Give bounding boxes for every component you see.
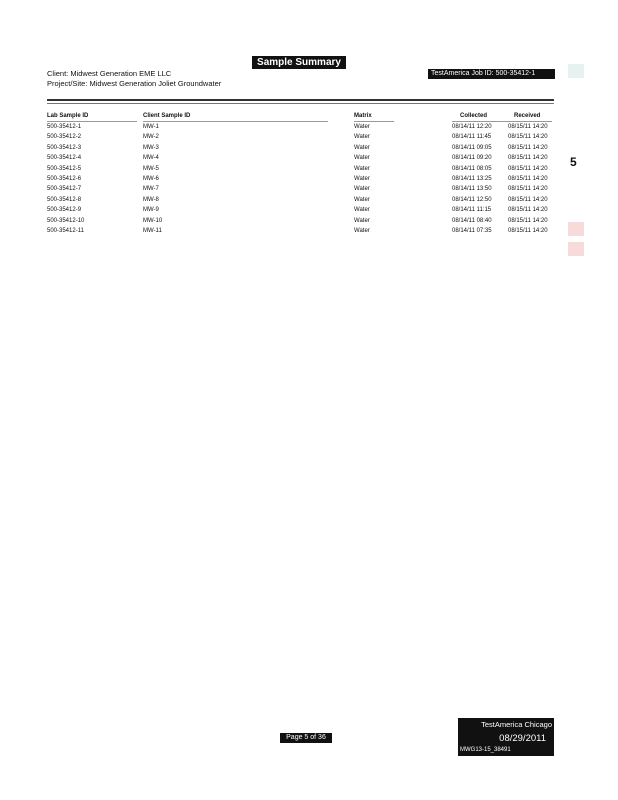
table-row [0,205,618,215]
collected-cell: 08/14/11 07:35 [452,228,492,234]
collected-cell: 08/14/11 12:20 [452,124,492,130]
table-row [0,143,618,153]
collected-cell: 08/14/11 13:50 [452,186,492,193]
received-cell: 08/15/11 14:20 [508,144,548,151]
job-id-badge: TestAmerica Job ID: 500-35412-1 [428,69,555,79]
collected-cell: 08/14/11 11:15 [452,207,492,214]
lab-sample-id-cell: 500-35412-3 [47,144,82,151]
table-row [0,184,618,194]
lab-sample-id-cell: 500-35412-10 [47,217,85,224]
received-cell: 08/15/11 14:20 [508,124,548,130]
col-header-matrix: Matrix [354,113,372,119]
collected-cell: 08/14/11 08:40 [452,217,492,224]
client-sample-id-cell: MW-10 [143,217,163,224]
lab-sample-id-cell: 500-35412-8 [47,196,82,203]
table-row [0,195,618,205]
lab-sample-id-cell: 500-35412-7 [47,186,82,193]
table-row [0,174,618,184]
lab-name: TestAmerica Chicago [481,720,552,729]
client-sample-id-cell: MW-9 [143,207,159,214]
lab-sample-id-cell: 500-35412-5 [47,165,82,172]
matrix-cell: Water [354,186,370,193]
client-sample-id-cell: MW-6 [143,176,159,182]
table-row [0,153,618,163]
matrix-cell: Water [354,207,370,214]
client-sample-id-cell: MW-1 [143,124,159,130]
sample-table-body [0,122,618,242]
received-cell: 08/15/11 14:20 [508,134,548,141]
project-site-line: Project/Site: Midwest Generation Joliet Groundwater [47,79,222,88]
matrix-cell: Water [354,155,370,162]
col-header-received: Received [514,113,541,119]
section-tab-marker [568,242,584,256]
lab-sample-id-cell: 500-35412-1 [47,124,82,130]
matrix-cell: Water [354,165,370,172]
matrix-cell: Water [354,196,370,203]
client-line: Client: Midwest Generation EME LLC [47,69,172,78]
received-cell: 08/15/11 14:20 [508,217,548,224]
col-header-client-sample-id: Client Sample ID [143,113,191,119]
lab-sample-id-cell: 500-35412-6 [47,176,82,182]
matrix-cell: Water [354,228,370,234]
received-cell: 08/15/11 14:20 [508,155,548,162]
lab-sample-id-cell: 500-35412-9 [47,207,82,214]
page-number: Page 5 of 36 [280,733,332,743]
lab-sample-id-cell: 500-35412-2 [47,134,82,141]
page-title: Sample Summary [252,56,346,69]
report-date: 08/29/2011 [499,733,546,744]
table-row [0,216,618,226]
collected-cell: 08/14/11 08:05 [452,165,492,172]
received-cell: 08/15/11 14:20 [508,228,548,234]
collected-cell: 08/14/11 09:05 [452,144,492,151]
section-number: 5 [570,155,577,169]
matrix-cell: Water [354,144,370,151]
lab-sample-id-cell: 500-35412-4 [47,155,82,162]
matrix-cell: Water [354,176,370,182]
section-tab-marker [568,222,584,236]
collected-cell: 08/14/11 09:20 [452,155,492,162]
client-sample-id-cell: MW-5 [143,165,159,172]
matrix-cell: Water [354,134,370,141]
received-cell: 08/15/11 14:20 [508,196,548,203]
table-row [0,164,618,174]
client-sample-id-cell: MW-7 [143,186,159,193]
client-sample-id-cell: MW-3 [143,144,159,151]
section-tab-marker [568,64,584,78]
col-header-lab-sample-id: Lab Sample ID [47,113,89,119]
footer-stamp [458,718,554,756]
table-row [0,226,618,236]
received-cell: 08/15/11 14:20 [508,186,548,193]
client-sample-id-cell: MW-11 [143,228,162,234]
table-row [0,122,618,132]
received-cell: 08/15/11 14:20 [508,176,548,182]
matrix-cell: Water [354,124,370,130]
client-sample-id-cell: MW-8 [143,196,159,203]
table-row [0,132,618,142]
lab-sample-id-cell: 500-35412-11 [47,228,84,234]
collected-cell: 08/14/11 13:25 [452,176,492,182]
collected-cell: 08/14/11 12:50 [452,196,492,203]
col-header-collected: Collected [460,113,488,119]
header-rule-secondary [47,103,554,104]
client-sample-id-cell: MW-4 [143,155,159,162]
header-rule [47,99,554,101]
collected-cell: 08/14/11 11:45 [452,134,492,141]
received-cell: 08/15/11 14:20 [508,165,548,172]
received-cell: 08/15/11 14:20 [508,207,548,214]
document-code: MWG13-15_38491 [460,747,511,753]
client-sample-id-cell: MW-2 [143,134,159,141]
matrix-cell: Water [354,217,370,224]
